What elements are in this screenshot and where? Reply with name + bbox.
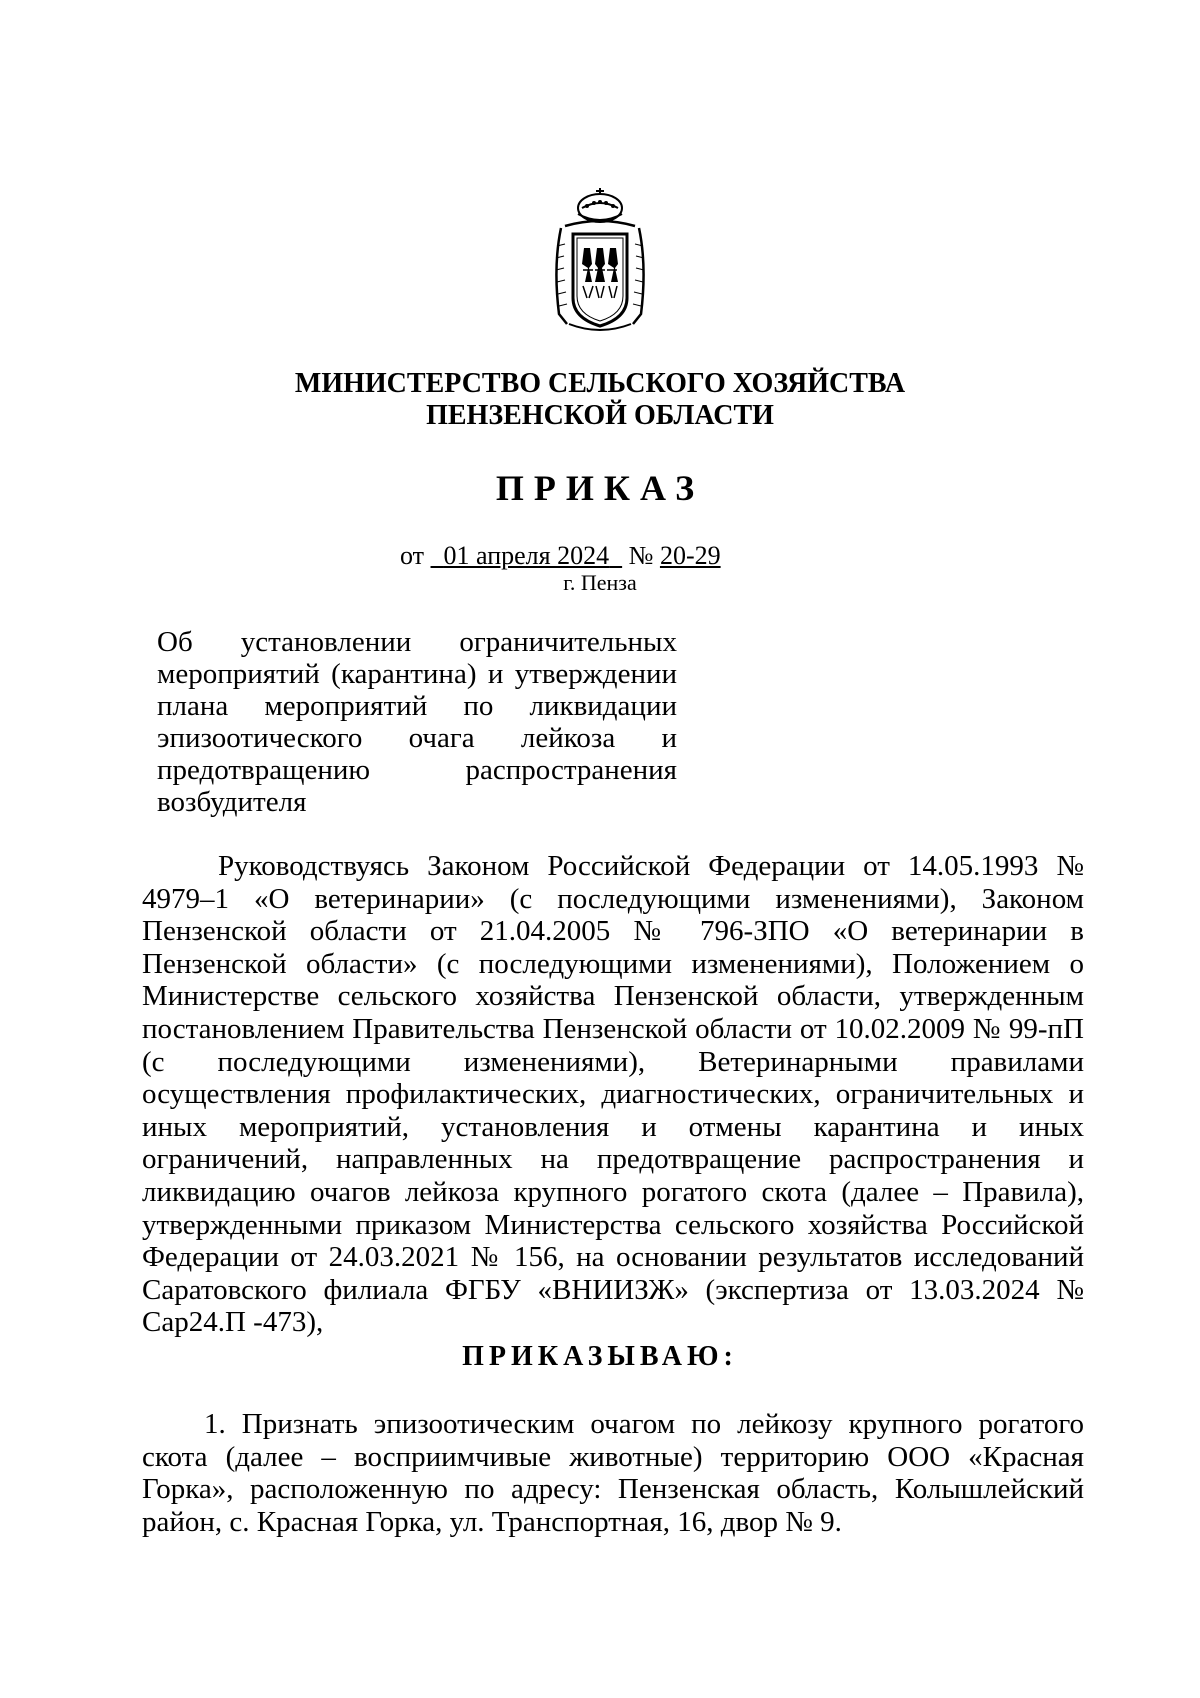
order-item-1: 1. Признать эпизоотическим очагом по лейкозу крупного рогатого скота (далее – восприимчивые животные) территорию ООО «Красная Горка», расположенную по адресу: Пензенская область, Колышлейский район, с. Красная Горка, ул. Транспортная, 16, двор № 9. <box>142 1408 1084 1538</box>
issue-city: г. Пенза <box>563 570 637 595</box>
order-number: 20-29 <box>659 541 721 570</box>
ministry-name-line2: ПЕНЗЕНСКОЙ ОБЛАСТИ <box>426 400 774 431</box>
order-subject: Об установлении ограничительных мероприятий (карантина) и утверждении плана мероприятий по ликвидации эпизоотического очага лейкоза и предотвращению распространения возбудителя <box>157 626 677 818</box>
date-prefix: от <box>400 541 425 570</box>
coat-of-arms-icon <box>549 186 651 336</box>
document-type-title: ПРИКАЗ <box>495 468 705 508</box>
decree-heading: ПРИКАЗЫВАЮ: <box>462 1341 738 1372</box>
date-number-line <box>400 540 820 572</box>
ministry-name-line1: МИНИСТЕРСТВО СЕЛЬСКОГО ХОЗЯЙСТВА <box>294 368 906 399</box>
number-prefix: № <box>628 541 654 570</box>
preamble-paragraph: Руководствуясь Законом Российской Федерации от 14.05.1993 № 4979–1 «О ветеринарии» (с последующими изменениями), Законом Пензенской области от 21.04.2005 № 796-ЗПО «О ветеринарии в Пензенской области» (с последующими изменениями), Положением о Министерстве сельского хозяйства Пензенской области, утвержденным постановлением Правительства Пензенской области от 10.02.2009 № 99-пП (с последующими изменениями), Ветеринарными правилами осуществления профилактических, диагностических, ограничительных и иных мероприятий, установления и отмены карантина и иных ограничений, направленных на предотвращение распространения и ликвидацию очагов лейкоза крупного рогатого скота (далее – Правила), утвержденными приказом Министерства сельского хозяйства Российской Федерации от 24.03.2021 № 156, на основании результатов исследований Саратовского филиала ФГБУ «ВНИИЗЖ» (экспертиза от 13.03.2024 № Сар24.П -473), <box>142 850 1084 1339</box>
order-date: 01 апреля 2024 <box>443 541 610 570</box>
